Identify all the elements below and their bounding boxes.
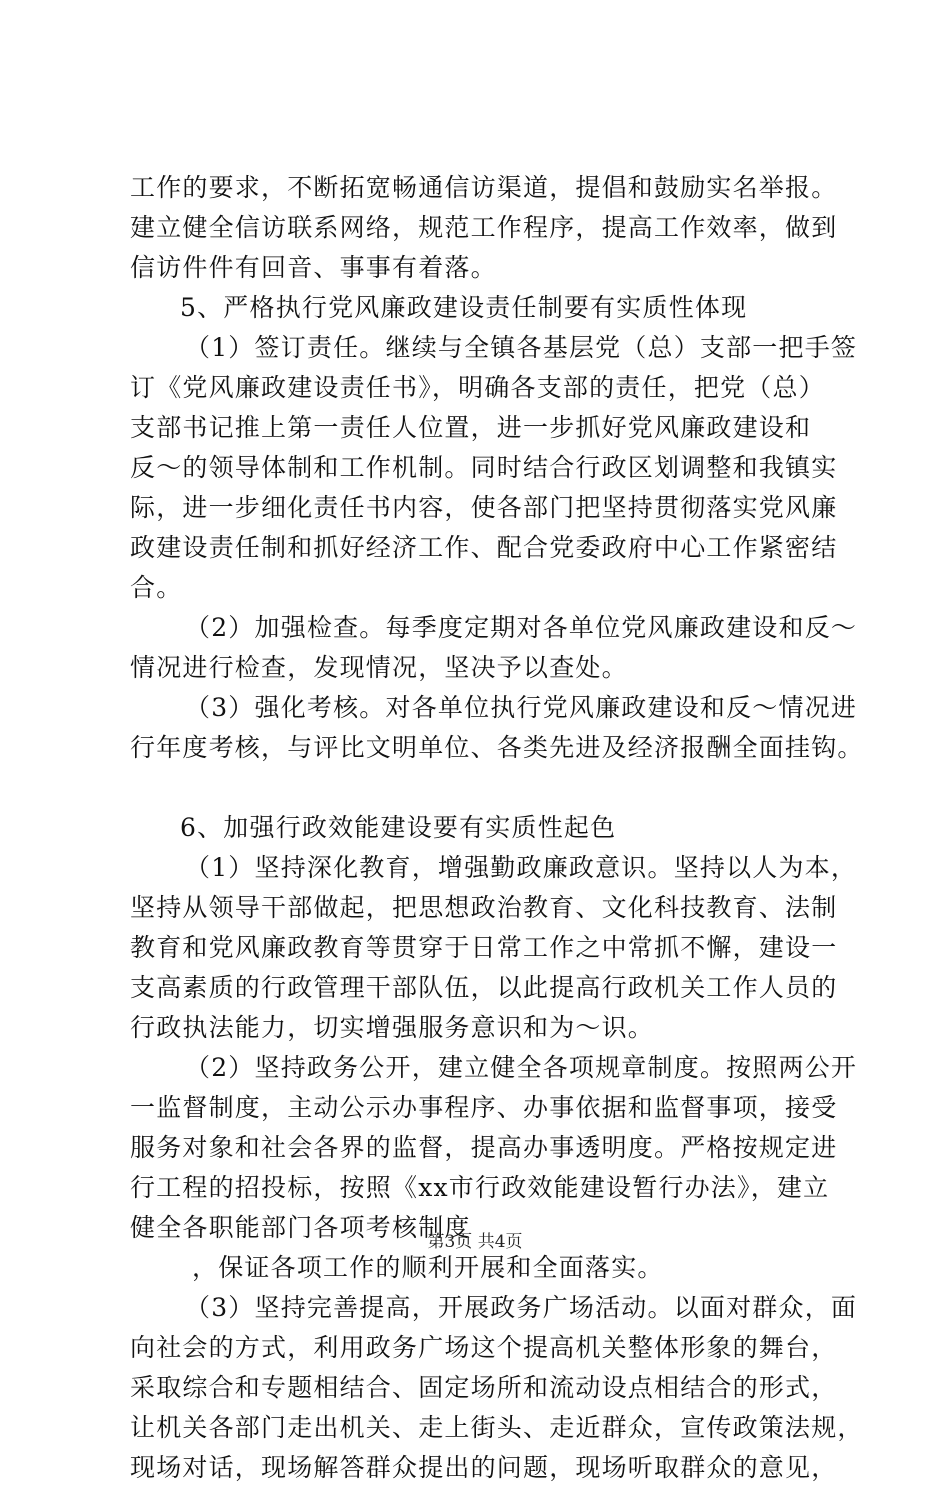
text-line: （1）坚持深化教育，增强勤政廉政意识。坚持以人为本，: [185, 853, 858, 882]
text-line: 支高素质的行政管理干部队伍，以此提高行政机关工作人员的: [130, 973, 838, 1002]
text-line: 行政执法能力，切实增强服务意识和为～识。: [130, 1013, 655, 1042]
text-line: 信访件件有回音、事事有着落。: [130, 253, 497, 282]
text-line: 际，进一步细化责任书内容，使各部门把坚持贯彻落实党风廉: [130, 493, 838, 522]
paragraph-gap: [130, 768, 850, 808]
text-line: 合。: [130, 573, 183, 602]
text-line: 教育和党风廉政教育等贯穿于日常工作之中常抓不懈，建设一: [130, 933, 838, 962]
text-line: 一监督制度，主动公示办事程序、办事依据和监督事项，接受: [130, 1093, 838, 1122]
text-line: （2）坚持政务公开，建立健全各项规章制度。按照两公开: [185, 1053, 858, 1082]
text-line: 采取综合和专题相结合、固定场所和流动设点相结合的形式，: [130, 1373, 838, 1402]
text-line: 让机关各部门走出机关、走上街头、走近群众，宣传政策法规，: [130, 1413, 864, 1442]
text-line: 向社会的方式，利用政务广场这个提高机关整体形象的舞台，: [130, 1333, 838, 1362]
text-line: 情况进行检查，发现情况，坚决予以查处。: [130, 653, 628, 682]
text-line: 建立健全信访联系网络，规范工作程序，提高工作效率，做到: [130, 213, 838, 242]
text-line: 健全各职能部门各项考核制度: [130, 1213, 471, 1242]
text-line: 工作的要求，不断拓宽畅通信访渠道，提倡和鼓励实名举报。: [130, 173, 838, 202]
text-line: 现场对话，现场解答群众提出的问题，现场听取群众的意见，: [130, 1453, 838, 1482]
text-line: （1）签订责任。继续与全镇各基层党（总）支部一把手签: [185, 333, 858, 362]
page-number: 第3页 共4页: [427, 1232, 523, 1252]
text-line: （2）加强检查。每季度定期对各单位党风廉政建设和反～: [185, 613, 858, 642]
section-heading-5: 5、严格执行党风廉政建设责任制要有实质性体现: [180, 293, 748, 322]
text-line: 行年度考核，与评比文明单位、各类先进及经济报酬全面挂钩。: [130, 733, 864, 762]
document-body: [130, 168, 864, 1488]
section-heading-6: 6、加强行政效能建设要有实质性起色: [180, 813, 617, 842]
text-line: 支部书记推上第一责任人位置，进一步抓好党风廉政建设和: [130, 413, 812, 442]
text-line: 服务对象和社会各界的监督，提高办事透明度。严格按规定进: [130, 1133, 838, 1162]
text-line: （3）强化考核。对各单位执行党风廉政建设和反～情况进: [185, 693, 858, 722]
text-line: ，保证各项工作的顺利开展和全面落实。: [192, 1253, 664, 1282]
text-line: （3）坚持完善提高，开展政务广场活动。以面对群众，面: [185, 1293, 858, 1322]
text-line: 坚持从领导干部做起，把思想政治教育、文化科技教育、法制: [130, 893, 838, 922]
text-line: 反～的领导体制和工作机制。同时结合行政区划调整和我镇实: [130, 453, 838, 482]
text-line: 政建设责任制和抓好经济工作、配合党委政府中心工作紧密结: [130, 533, 838, 562]
text-line: 订《党风廉政建设责任书》，明确各支部的责任，把党（总）: [130, 373, 825, 402]
text-line: 行工程的招投标，按照《xx市行政效能建设暂行办法》，建立: [130, 1173, 830, 1202]
